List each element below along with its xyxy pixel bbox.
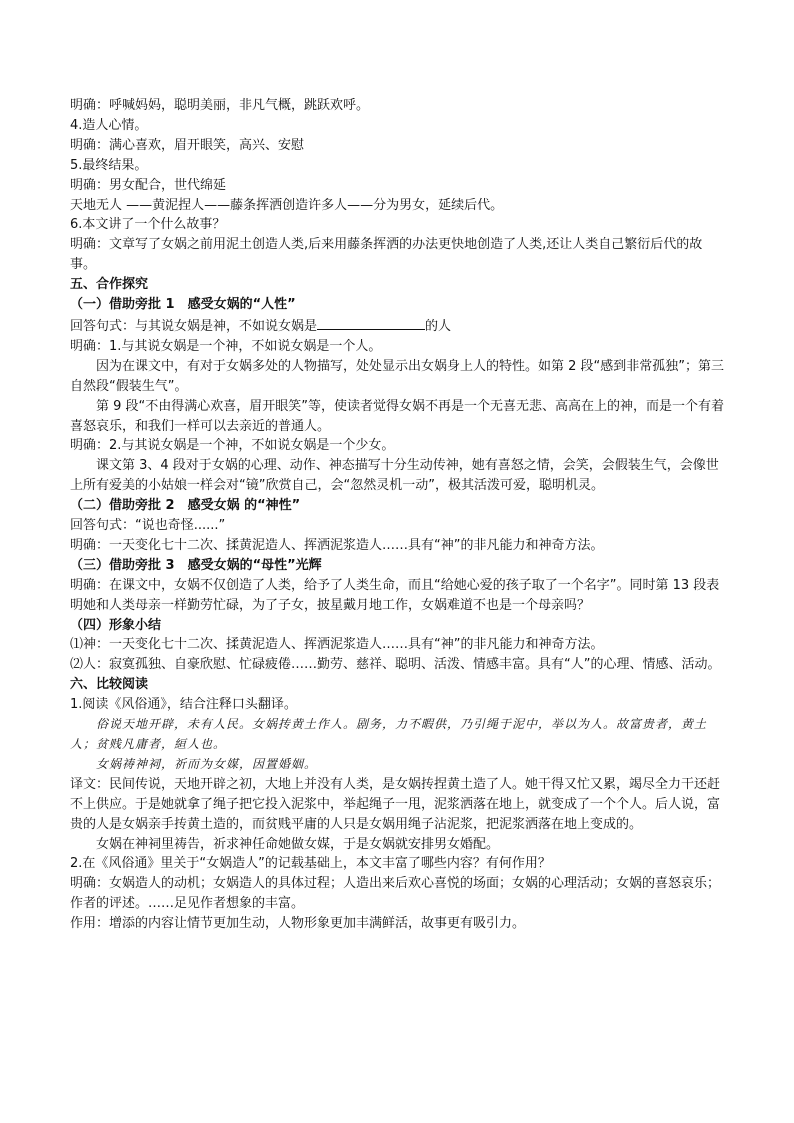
text-line: ⑴神：一天变化七十二次、揉黄泥造人、挥洒泥浆造人……具有“神”的非凡能力和神奇方法。	[70, 637, 604, 653]
subsection-heading: （二）借助旁批 2 感受女娲 的“神性”	[70, 498, 301, 514]
subsection-heading: （一）借助旁批 1 感受女娲的“人性”	[70, 297, 296, 313]
text-line: 6.本文讲了一个什么故事？	[70, 217, 226, 233]
fill-blank	[317, 315, 425, 330]
text-line: 明确：一天变化七十二次、揉黄泥造人、挥洒泥浆造人……具有“神”的非凡能力和神奇方法。	[70, 537, 604, 553]
paragraph: 课文第 3、4 段对于女娲的心理、动作、神态描写十分生动传神，她有喜怒之情，会笑，会假装生气，会像世上所有爱美的小姑娘一样会对“镜”欣赏自己，会“忽然灵机一动”，极其活泼可爱，聪明机灵。	[70, 458, 719, 494]
paragraph: ⑵人：寂寞孤独、自豪欣慰、忙碌疲倦……勤劳、慈祥、聪明、活泼、情感丰富。具有“人”的心理、情感、活动。	[70, 657, 721, 673]
text-line: 明确：文章写了女娲之前用泥土创造人类,后来用藤条挥洒的办法更快地创造了人类,还让人类自己繁衍后代的故事。	[70, 237, 703, 273]
text-line: 4.造人心情。	[70, 117, 148, 133]
classical-quote: 俗说天地开辟，未有人民。女娲抟黄土作人。剧务，力不暇供，乃引绳于泥中，举以为人。故富贵者，黄土人；贫贱凡庸者，絙人也。	[70, 717, 708, 751]
answer-pattern-suffix: 的人	[425, 318, 452, 334]
text-line: 回答句式：“说也奇怪......”	[70, 518, 226, 534]
answer-pattern-line	[70, 315, 726, 337]
text-line: 明确：1.与其说女娲是一个神，不如说女娲是一个人。	[70, 338, 382, 354]
answer-pattern-prefix: 回答句式：与其说女娲是神，不如说女娲是	[70, 318, 318, 334]
section-heading: 五、合作探究	[70, 277, 149, 293]
translation-paragraph: 女娲在神祠里祷告，祈求神任命她做女媒，于是女娲就安排男女婚配。	[96, 836, 500, 852]
document-page	[70, 96, 726, 934]
text-line: 明确：呼喊妈妈，聪明美丽，非凡气概，跳跃欢呼。	[70, 98, 370, 113]
translation-paragraph: 译文：民间传说，天地开辟之初，大地上并没有人类，是女娲抟捏黄土造了人。她干得又忙又累，竭尽全力干还赶不上供应。于是她就拿了绳子把它投入泥浆中，举起绳子一甩，泥浆洒落在地上，就变成了一个个人。后人说，富贵的人是女娲亲手抟黄土造的，而贫贱平庸的人只是女娲用绳子沾泥浆，把泥浆洒落在地上变成的。	[70, 776, 721, 832]
text-line: 作用：增添的内容让情节更加生动，人物形象更加丰满鲜活，故事更有吸引力。	[70, 916, 526, 932]
subsection-heading: （四）形象小结	[70, 617, 162, 633]
text-line: 明确：2.与其说女娲是一个神，不如说女娲是一个少女。	[70, 438, 395, 454]
text-line: 明确：满心喜欢，眉开眼笑，高兴、安慰	[70, 137, 305, 153]
text-line: 2.在《风俗通》里关于“女娲造人”的记载基础上，本文丰富了哪些内容？有何作用？	[70, 856, 551, 872]
text-line: 天地无人 ——黄泥捏人——藤条挥洒创造许多人——分为男女，延续后代。	[70, 197, 504, 213]
classical-quote: 女娲祷神祠，祈而为女媒，因置婚姻。	[96, 756, 318, 771]
paragraph: 明确：女娲造人的动机；女娲造人的具体过程；人造出来后欢心喜悦的场面；女娲的心理活动；女娲的喜怒哀乐；作者的评述。……足见作者想象的丰富。	[70, 876, 721, 912]
text-line: 明确：男女配合，世代绵延	[70, 177, 227, 193]
paragraph: 第 9 段“不由得满心欢喜，眉开眼笑”等，使读者觉得女娲不再是一个无喜无悲、高高在上的神，而是一个有着喜怒哀乐，和我们一样可以去亲近的普通人。	[70, 398, 725, 434]
paragraph: 明确：在课文中，女娲不仅创造了人类，给予了人类生命，而且“给她心爱的孩子取了一个名字”。同时第 13 段表明她和人类母亲一样勤劳忙碌，为了子女，披星戴月地工作，女娲难道不也是一个母亲吗？	[70, 577, 720, 613]
paragraph: 因为在课文中，有对于女娲多处的人物描写，处处显示出女娲身上人的特性。如第 2 段“感到非常孤独”；第三自然段“假装生气”。	[70, 358, 725, 394]
text-line: 1.阅读《风俗通》，结合注释口头翻译。	[70, 697, 297, 713]
section-heading: 六、比较阅读	[70, 677, 149, 693]
subsection-heading: （三）借助旁批 3 感受女娲的“母性”光辉	[70, 557, 322, 573]
text-line: 5.最终结果。	[70, 157, 148, 173]
